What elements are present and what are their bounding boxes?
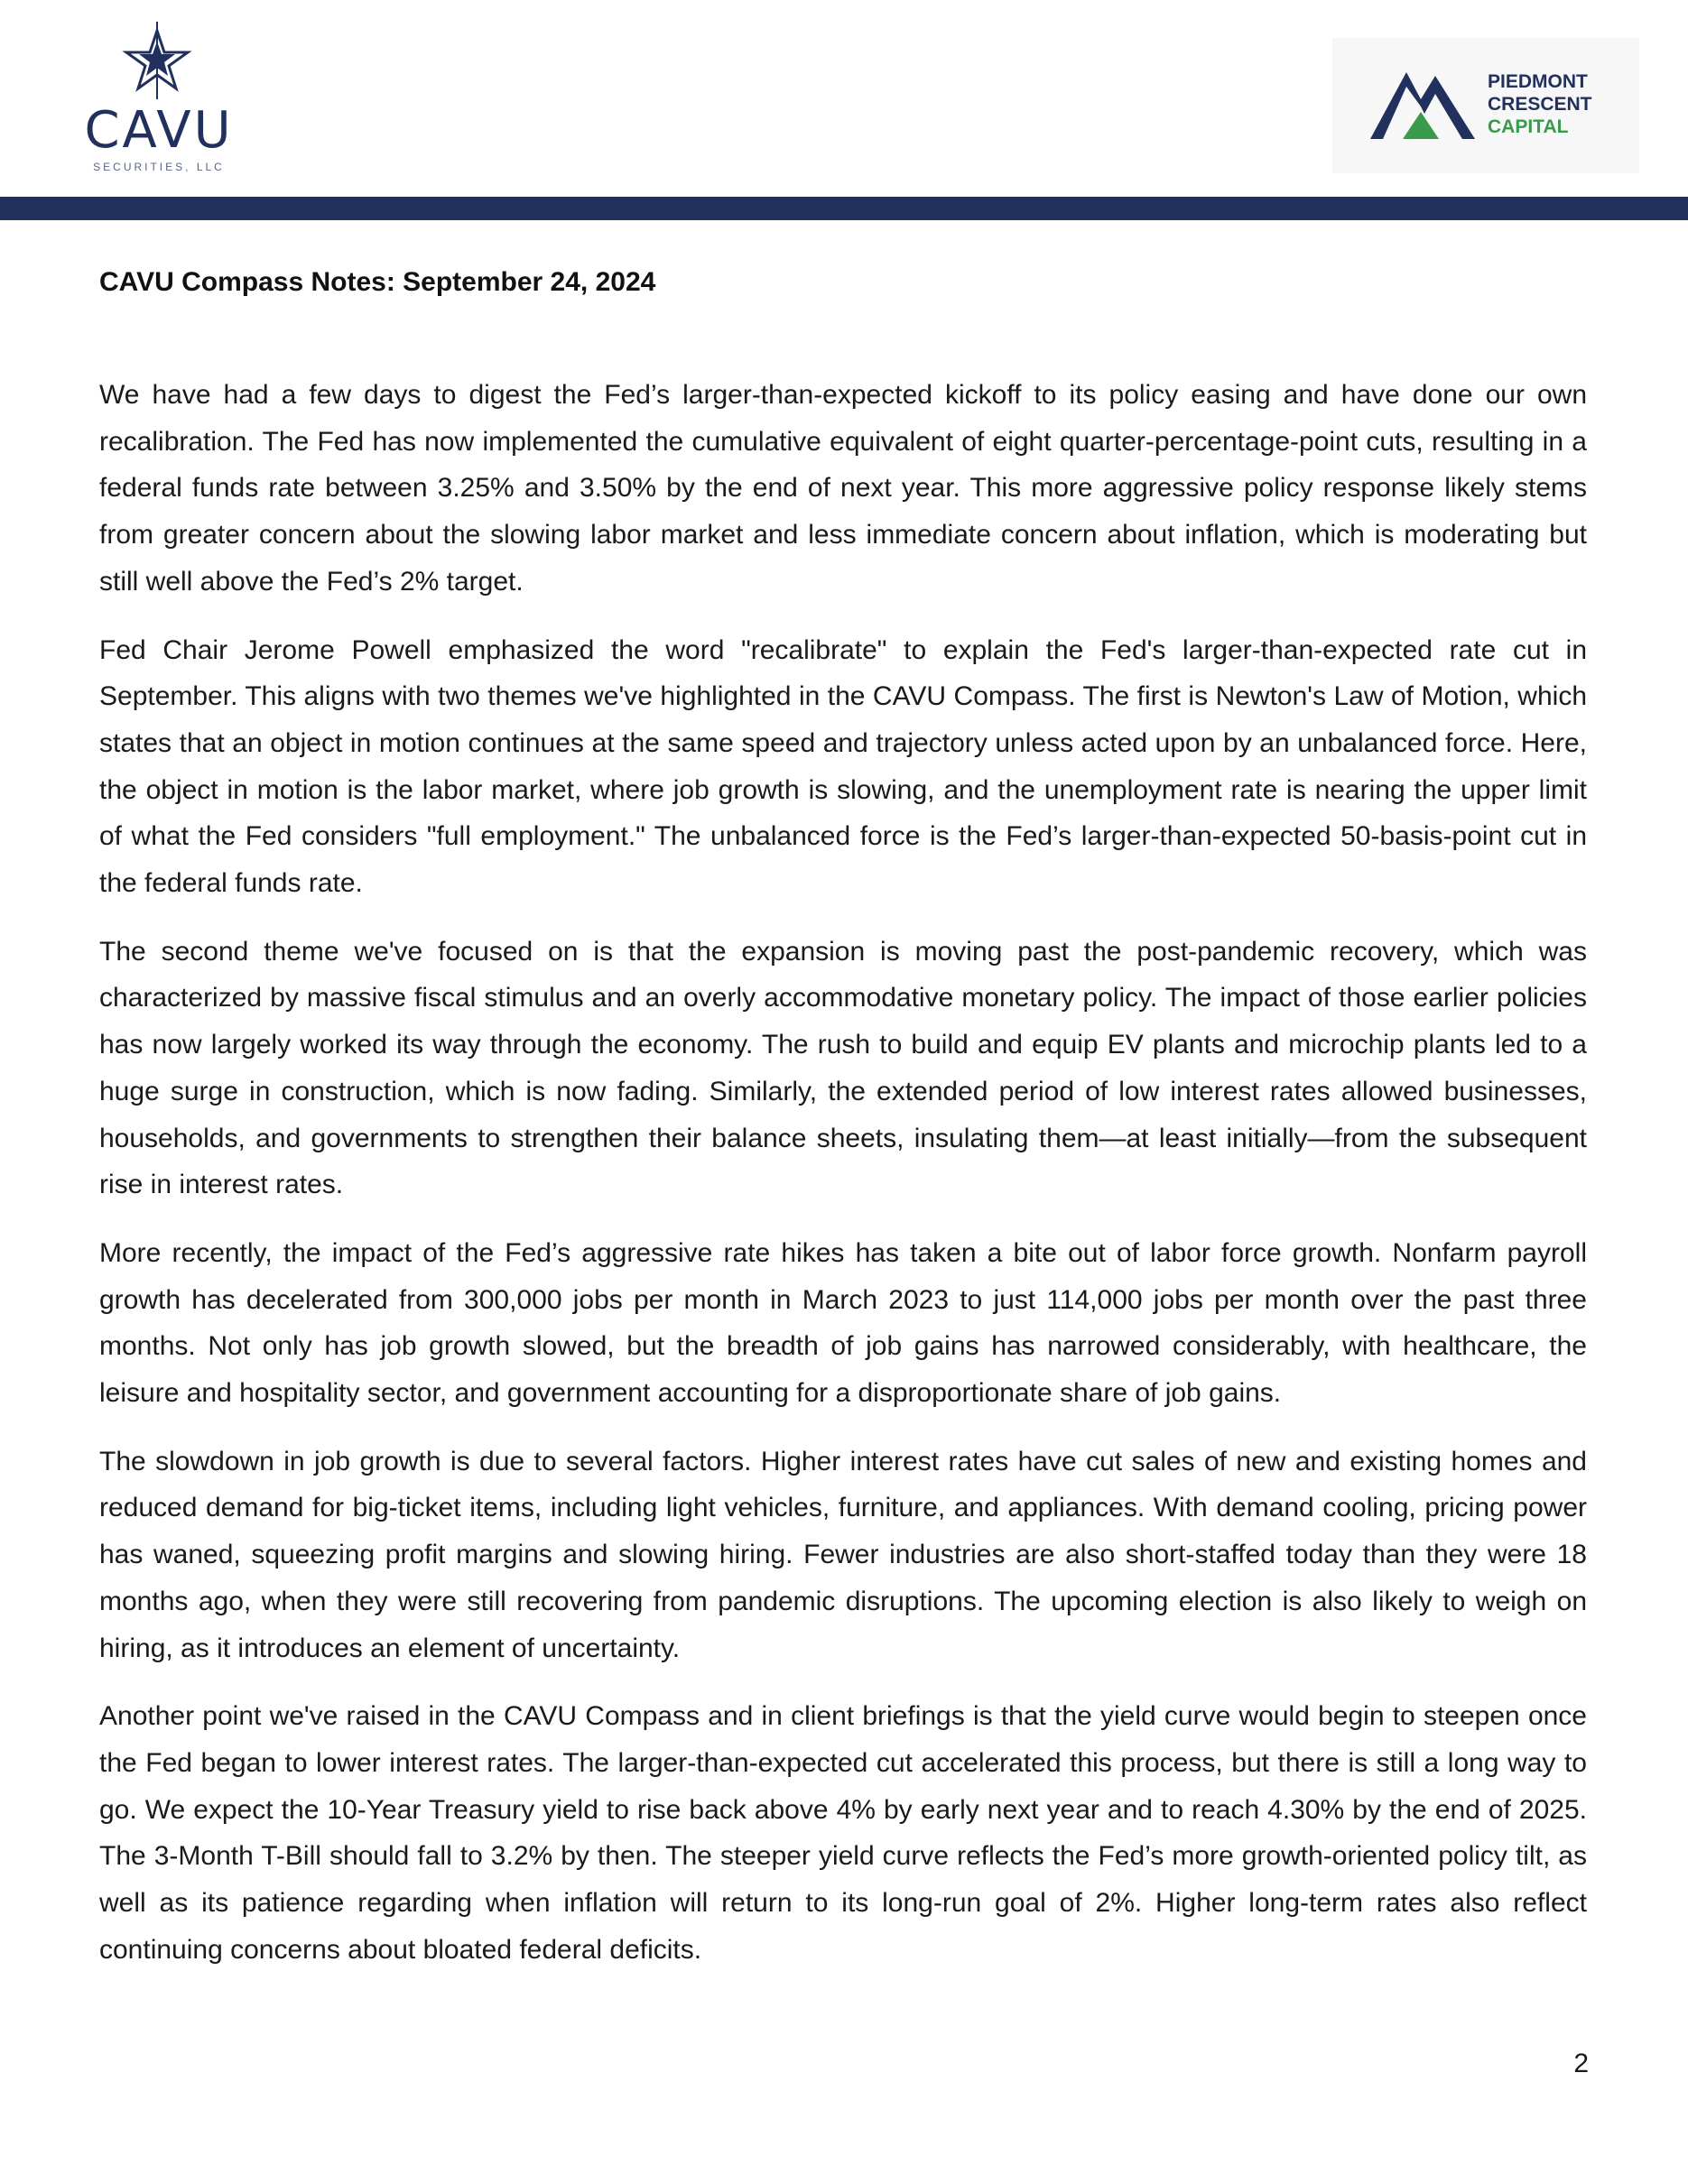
logo-line-2: CRESCENT: [1488, 94, 1592, 115]
page-number: 2: [1573, 2049, 1589, 2078]
piedmont-crescent-capital-logo: [1332, 38, 1639, 173]
document-title: CAVU Compass Notes: September 24, 2024: [99, 267, 656, 297]
mountain-icon: [1370, 67, 1475, 141]
paragraph: More recently, the impact of the Fed’s aggressive rate hikes has taken a bite out of labor force growth. Nonfarm payroll growth has decelerated from 300,000 jobs per month in March 2023 to just 114,000 jobs per month over the past three months. Not only has job growth slowed, but the breadth of job gains has narrowed considerably, with healthcare, the leisure and hospitality sector, and government accounting for a disproportionate share of job gains.: [99, 1237, 1587, 1409]
logo-line-3: CAPITAL: [1488, 116, 1569, 137]
header-band: [0, 197, 1688, 220]
logo-line-1: PIEDMONT: [1488, 71, 1588, 92]
document-body: [99, 372, 1587, 1995]
star-icon: [121, 22, 193, 99]
paragraph: Another point we've raised in the CAVU Compass and in client briefings is that the yield curve would begin to steepen once the Fed began to lower interest rates. The larger-than-expected cut accelerated this process, but there is still a long way to go. We expect the 10-Year Treasury yield to rise back above 4% by early next year and to reach 4.30% by the end of 2025. The 3-Month T-Bill should fall to 3.2% by then. The steeper yield curve reflects the Fed’s more growth-oriented policy tilt, as well as its patience regarding when inflation will return to its long-run goal of 2%. Higher long-term rates also reflect continuing concerns about bloated federal deficits.: [99, 1701, 1587, 1965]
paragraph: Fed Chair Jerome Powell emphasized the word "recalibrate" to explain the Fed's larger-than-expected rate cut in September. This aligns with two themes we've highlighted in the CAVU Compass. The first is Newton's Law of Motion, which states that an object in motion continues at the same speed and trajectory unless acted upon by an unbalanced force. Here, the object in motion is the labor market, where job growth is slowing, and the unemployment rate is nearing the upper limit of what the Fed considers "full employment." The unbalanced force is the Fed’s larger-than-expected 50-basis-point cut in the federal funds rate.: [99, 634, 1587, 899]
paragraph: We have had a few days to digest the Fed’s larger-than-expected kickoff to its policy easing and have done our own recalibration. The Fed has now implemented the cumulative equivalent of eight quarter-percentage-point cuts, resulting in a federal funds rate between 3.25% and 3.50% by the end of next year. This more aggressive policy response likely stems from greater concern about the slowing labor market and less immediate concern about inflation, which is moderating but still well above the Fed’s 2% target.: [99, 380, 1587, 597]
cavu-securities-logo: [78, 22, 240, 175]
paragraph: The second theme we've focused on is that the expansion is moving past the post-pandemic recovery, which was characterized by massive fiscal stimulus and an overly accommodative monetary policy. The impact of those earlier policies has now largely worked its way through the economy. The rush to build and equip EV plants and microchip plants led to a huge surge in construction, which is now fading. Similarly, the extended period of low interest rates allowed businesses, households, and governments to strengthen their balance sheets, insulating them—at least initially—from the subsequent rise in interest rates.: [99, 936, 1587, 1200]
paragraph: The slowdown in job growth is due to several factors. Higher interest rates have cut sales of new and existing homes and reduced demand for big-ticket items, including light vehicles, furniture, and appliances. With demand cooling, pricing power has waned, squeezing profit margins and slowing hiring. Fewer industries are also short-staffed today than they were 18 months ago, when they were still recovering from pandemic disruptions. The upcoming election is also likely to weigh on hiring, as it introduces an element of uncertainty.: [99, 1446, 1587, 1663]
cavu-subtitle: SECURITIES, LLC: [93, 161, 225, 173]
cavu-wordmark: CAVU: [84, 101, 234, 160]
